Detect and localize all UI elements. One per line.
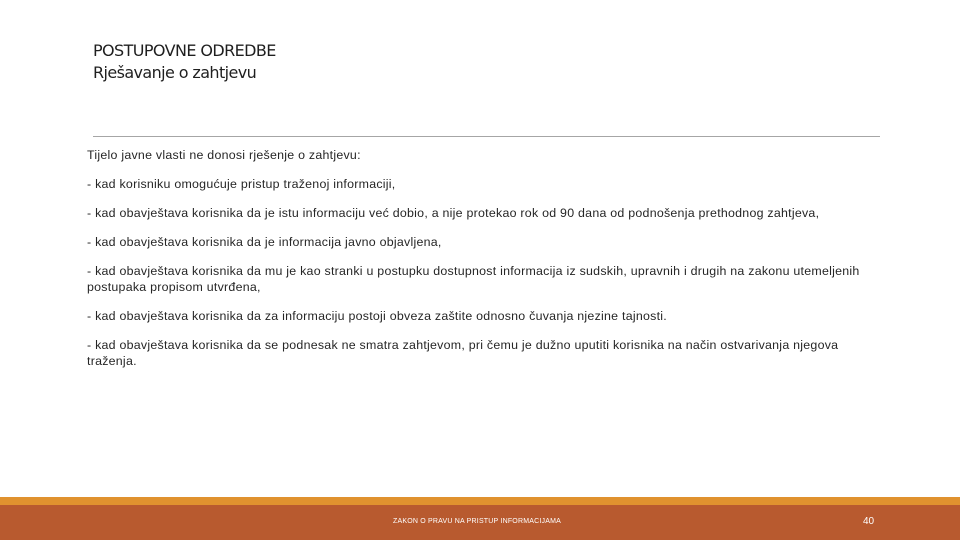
list-item: - kad obavještava korisnika da mu je kao stranki u postupku dostupnost informacija iz sudskih, upravnih i drugih na zakonu utemeljenih postupaka propisom utvrđena, <box>87 264 860 294</box>
footer-accent-stripe <box>0 497 960 505</box>
slide-footer <box>0 497 960 540</box>
list-item: - kad obavještava korisnika da za informaciju postoji obveza zaštite odnosno čuvanja njezine tajnosti. <box>87 309 667 323</box>
footer-caption: ZAKON O PRAVU NA PRISTUP INFORMACIJAMA <box>393 518 561 525</box>
list-item: - kad korisniku omogućuje pristup traženoj informaciji, <box>87 177 396 191</box>
intro-paragraph: Tijelo javne vlasti ne donosi rješenje o zahtjevu: <box>87 148 361 162</box>
page-number: 40 <box>863 516 875 527</box>
slide-title <box>93 40 793 84</box>
list-item: - kad obavještava korisnika da se podnesak ne smatra zahtjevom, pri čemu je dužno uputiti korisnika na način ostvarivanja njegova traženja. <box>87 338 839 368</box>
slide-body <box>87 147 877 382</box>
title-divider <box>93 136 880 137</box>
list-item: - kad obavještava korisnika da je informacija javno objavljena, <box>87 235 442 249</box>
title-heading: POSTUPOVNE ODREDBE <box>93 41 276 60</box>
title-subheading: Rješavanje o zahtjevu <box>93 63 257 82</box>
list-item: - kad obavještava korisnika da je istu informaciju već dobio, a nije protekao rok od 90 dana od podnošenja prethodnog zahtjeva, <box>87 206 820 220</box>
